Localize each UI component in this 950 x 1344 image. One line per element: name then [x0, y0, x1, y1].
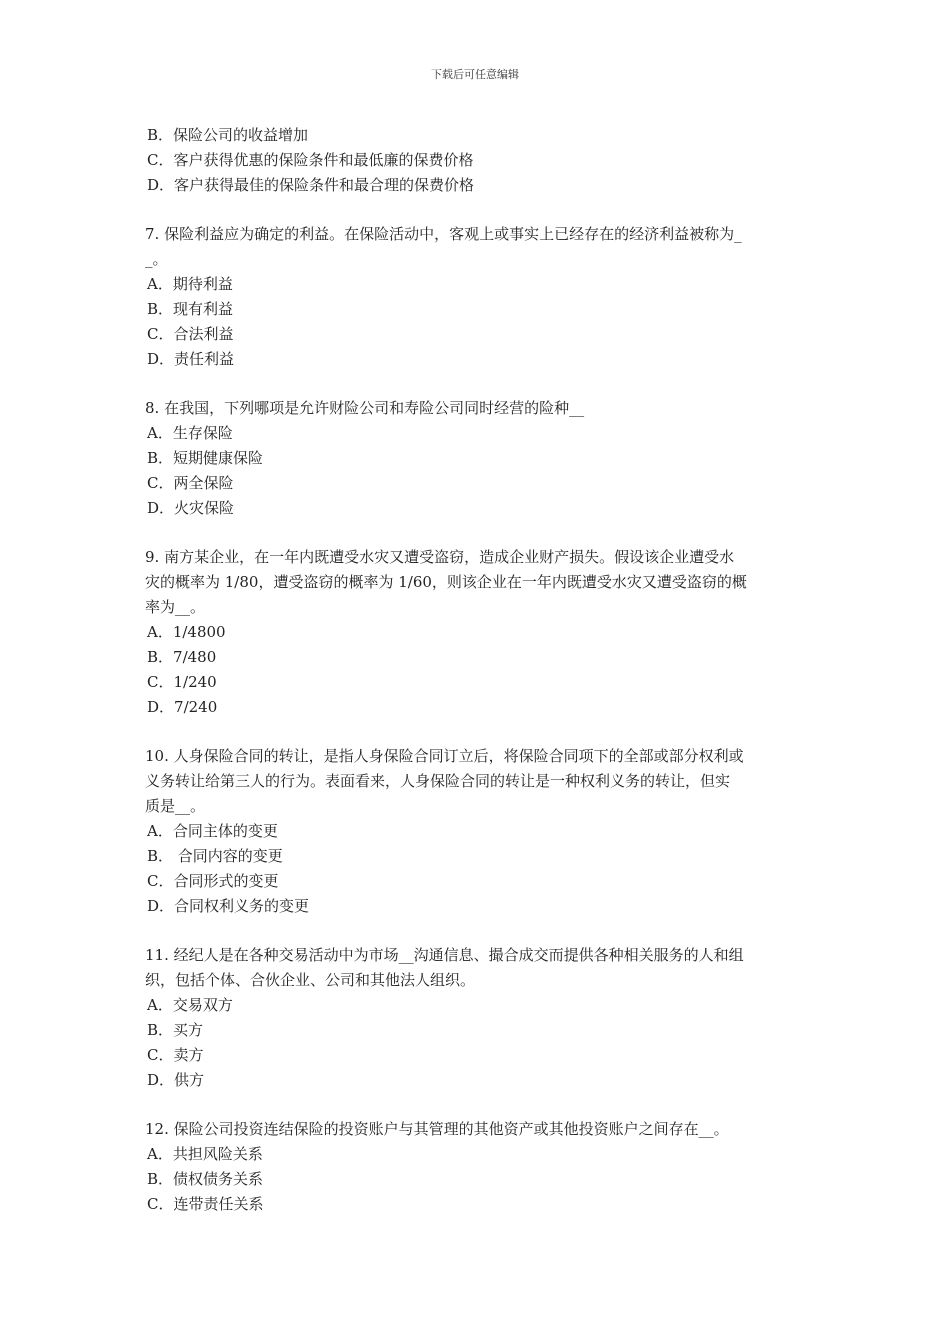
option-c: C．连带责任关系	[147, 1195, 264, 1213]
question-10	[145, 744, 810, 919]
option-c: C．两全保险	[147, 474, 234, 492]
question-stem: 9. 南方某企业，在一年内既遭受水灾又遭受盗窃，造成企业财产损失。假设该企业遭受水	[145, 548, 735, 566]
question-stem: 7. 保险利益应为确定的利益。在保险活动中，客观上或事实上已经存在的经济利益被称为_	[145, 225, 742, 243]
question-stem: 率为__。	[145, 598, 206, 616]
option-c: C．卖方	[147, 1046, 204, 1064]
option-b: B．债权债务关系	[147, 1170, 264, 1188]
question-stem: 12. 保险公司投资连结保险的投资账户与其管理的其他资产或其他投资账户之间存在__。	[145, 1120, 729, 1138]
question-7	[145, 222, 810, 372]
option-d: D．责任利益	[147, 350, 235, 368]
question-stem: 质是__。	[145, 797, 206, 815]
option-b: B．现有利益	[147, 300, 234, 318]
question-stem: 11. 经纪人是在各种交易活动中为市场__沟通信息、撮合成交而提供各种相关服务的人和组	[145, 946, 744, 964]
option-a: A．1/4800	[147, 623, 226, 641]
option-c: C．1/240	[147, 673, 217, 691]
option-d: D．客户获得最佳的保险条件和最合理的保费价格	[147, 176, 475, 194]
option-a: A．交易双方	[147, 996, 233, 1014]
option-d: D．供方	[147, 1071, 205, 1089]
question-stem: 10. 人身保险合同的转让，是指人身保险合同订立后，将保险合同项下的全部或部分权利或	[145, 747, 744, 765]
option-b: B．保险公司的收益增加	[147, 126, 309, 144]
question-stem: 8. 在我国，下列哪项是允许财险公司和寿险公司同时经营的险种__	[145, 399, 585, 417]
option-a: A．共担风险关系	[147, 1145, 263, 1163]
option-d: D．火灾保险	[147, 499, 235, 517]
option-b: B．7/480	[147, 648, 217, 666]
lead-options	[145, 123, 810, 198]
question-stem: _。	[145, 250, 168, 268]
option-b: B．短期健康保险	[147, 449, 264, 467]
document-body	[145, 123, 810, 1217]
option-c: C．客户获得优惠的保险条件和最低廉的保费价格	[147, 151, 474, 169]
question-11	[145, 943, 810, 1093]
option-c: C．合法利益	[147, 325, 234, 343]
question-9	[145, 545, 810, 720]
question-stem: 织，包括个体、合伙企业、公司和其他法人组织。	[145, 971, 476, 989]
option-c: C．合同形式的变更	[147, 872, 279, 890]
question-stem: 义务转让给第三人的行为。表面看来，人身保险合同的转让是一种权利义务的转让，但实	[145, 772, 731, 790]
question-12	[145, 1117, 810, 1217]
page-header: 下载后可任意编辑	[431, 68, 519, 81]
option-d: D．合同权利义务的变更	[147, 897, 310, 915]
question-8	[145, 396, 810, 521]
option-a: A．合同主体的变更	[147, 822, 278, 840]
question-stem: 灾的概率为 1/80，遭受盗窃的概率为 1/60，则该企业在一年内既遭受水灾又遭受盗窃的概	[145, 573, 747, 591]
option-a: A．期待利益	[147, 275, 233, 293]
option-b: B．买方	[147, 1021, 204, 1039]
option-b: B． 合同内容的变更	[147, 847, 283, 865]
option-d: D．7/240	[147, 698, 218, 716]
option-a: A．生存保险	[147, 424, 233, 442]
